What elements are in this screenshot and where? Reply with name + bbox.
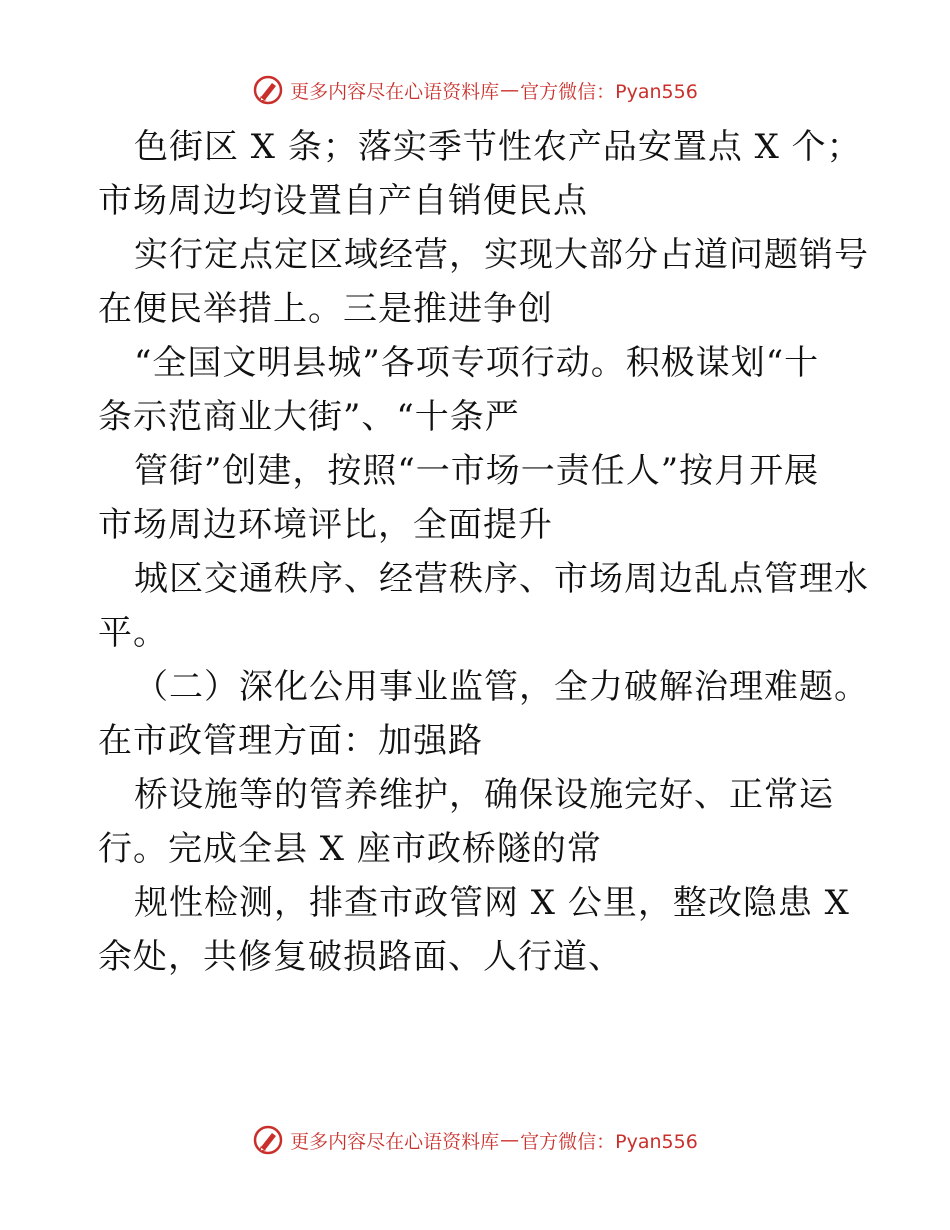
paragraph-line: 条示范商业大街”、“十条严 [98, 397, 520, 437]
paragraph-line: 在市政管理方面：加强路 [98, 721, 483, 761]
paragraph-line: 规性检测，排查市政管网 X 公里，整改隐患 X [134, 883, 850, 923]
paragraph-line: （二）深化公用事业监管，全力破解治理难题。 [134, 667, 869, 707]
paragraph-line: “全国文明县城”各项专项行动。积极谋划“十 [134, 343, 820, 383]
paragraph-line: 市场周边均设置自产自销便民点 [98, 181, 588, 221]
paragraph-line: 在便民举措上。三是推进争创 [98, 289, 553, 329]
paragraph-line: 桥设施等的管养维护，确保设施完好、正常运 [134, 775, 834, 815]
paragraph-7 [98, 768, 858, 876]
paragraph-line: 余处，共修复破损路面、人行道、 [98, 937, 623, 977]
watermark-brand: 更多内容尽在心语资料库 [290, 1130, 500, 1153]
document-body [98, 120, 869, 984]
paragraph-line: 平。 [98, 613, 168, 653]
paragraph-line: 实行定点定区域经营，实现大部分占道问题销号 [134, 235, 869, 275]
paragraph-line: 管街”创建，按照“一市场一责任人”按月开展 [134, 451, 820, 491]
watermark-wechat: 官方微信：Pyan556 [520, 1130, 698, 1153]
pen-logo-icon [252, 1124, 284, 1156]
paragraph-line: 色街区 X 条；落实季节性农产品安置点 X 个； [134, 127, 862, 167]
paragraph-1 [98, 120, 862, 228]
pen-logo-icon [252, 74, 284, 106]
paragraph-line: 行。完成全县 X 座市政桥隧的常 [98, 829, 602, 869]
header-watermark [0, 70, 950, 110]
footer-watermark [0, 1120, 950, 1160]
paragraph-line: 城区交通秩序、经营秩序、市场周边乱点管理水 [134, 559, 869, 599]
paragraph-8 [98, 876, 858, 984]
paragraph-line: 市场周边环境评比，全面提升 [98, 505, 553, 545]
paragraph-5 [98, 552, 869, 660]
watermark-separator: — [500, 79, 520, 101]
paragraph-3 [98, 336, 858, 444]
paragraph-6 [98, 660, 869, 768]
paragraph-2 [98, 228, 869, 336]
watermark-wechat: 官方微信：Pyan556 [520, 80, 698, 103]
paragraph-4 [98, 444, 858, 552]
watermark-separator: — [500, 1129, 520, 1151]
watermark-brand: 更多内容尽在心语资料库 [290, 80, 500, 103]
